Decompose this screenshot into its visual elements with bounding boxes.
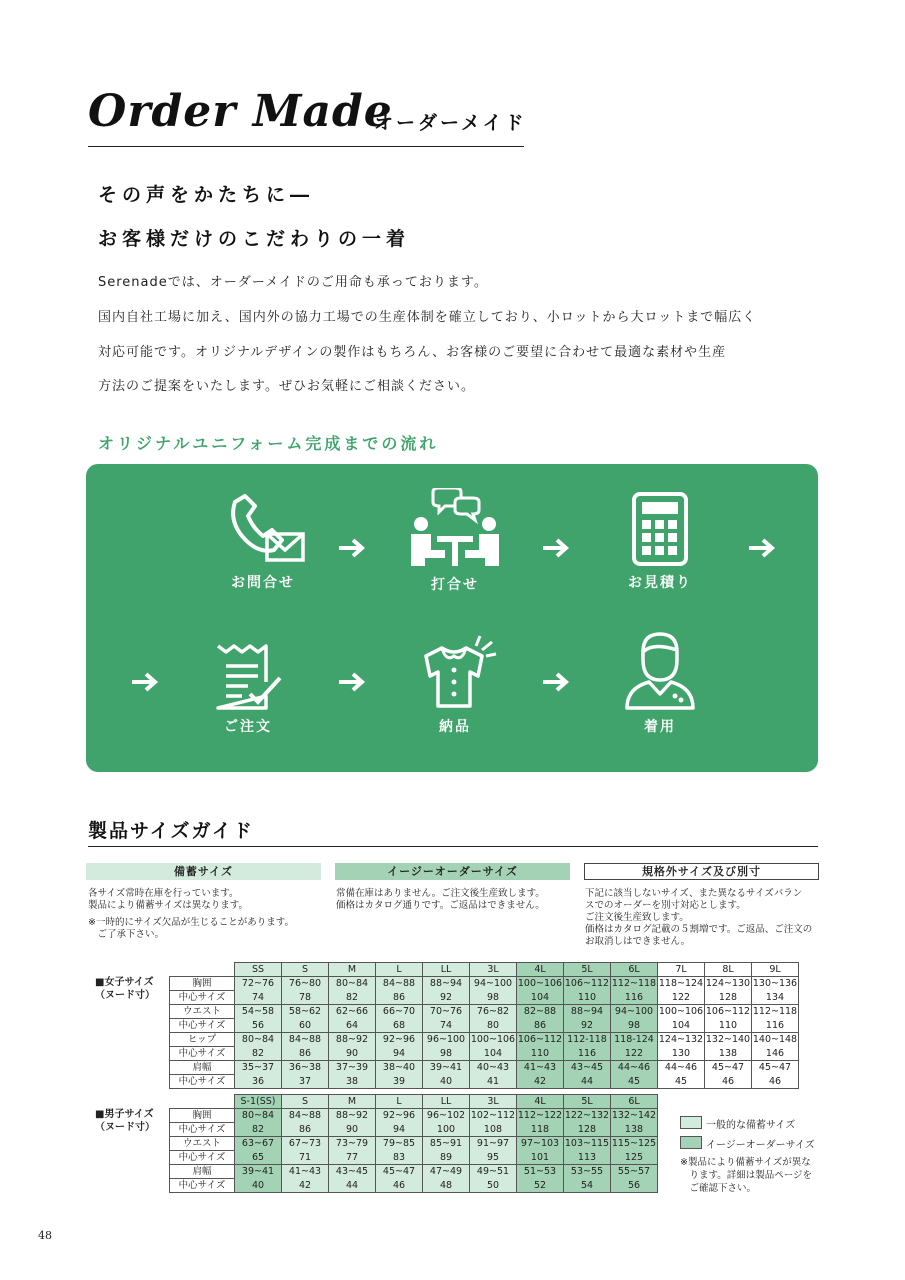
flow-step-label: 納品 — [439, 719, 471, 735]
title-rule — [88, 146, 524, 147]
center-cell: 36 — [235, 1075, 282, 1089]
range-cell: 112~122 — [517, 1110, 563, 1122]
range-cell: 118~124 — [658, 978, 704, 990]
range-cell: 54~58 — [235, 1005, 282, 1019]
intro-line: 方法のご提案をいたします。ぜひお気軽にご相談ください。 — [98, 379, 475, 394]
meeting-icon — [407, 488, 503, 568]
header-blank-cell — [170, 1095, 235, 1109]
range-cell: 102~112 — [470, 1110, 516, 1122]
range-cell: 70~76 — [423, 1005, 470, 1019]
center-cell: 98 — [423, 1047, 470, 1061]
size-center-row — [170, 1179, 658, 1193]
calculator-icon — [630, 492, 690, 566]
range-cell: 67~73 — [282, 1137, 329, 1151]
center-cell: 46 — [705, 1075, 752, 1089]
center-label: 中心サイズ — [170, 991, 235, 1005]
center-cell: 46 — [752, 1075, 799, 1089]
legend-stock-swatch — [680, 1116, 702, 1129]
range-cell: 97~103 — [517, 1137, 564, 1151]
category-special-desc — [585, 888, 812, 948]
center-cell: 92 — [564, 1019, 611, 1033]
range-cell: 124~130 — [705, 978, 751, 990]
range-cell: 53~55 — [564, 1165, 611, 1179]
range-cell: 39~41 — [235, 1165, 282, 1179]
size-range-row — [170, 1137, 658, 1151]
center-cell: 86 — [282, 1123, 329, 1137]
range-cell: 94~100 — [470, 977, 517, 991]
range-cell: 45~47 — [376, 1165, 423, 1179]
legend-note-line: ります。詳細は製品ページを — [680, 1170, 813, 1181]
page-title-ja: オーダーメイド — [374, 112, 527, 134]
size-header-cell: 7L — [658, 963, 705, 977]
range-cell: 106~112 — [705, 1006, 751, 1018]
desc-line: ご注文後生産致します。 — [585, 912, 689, 923]
wearer-icon — [623, 630, 697, 710]
center-cell: 101 — [517, 1151, 564, 1165]
size-header-cell: S — [282, 1095, 329, 1109]
size-range-row — [170, 1005, 799, 1019]
measure-label: 肩幅 — [170, 1165, 235, 1179]
size-center-row — [170, 1151, 658, 1165]
center-cell: 100 — [423, 1123, 470, 1137]
center-cell: 77 — [329, 1151, 376, 1165]
center-cell: 83 — [376, 1151, 423, 1165]
size-header-cell: 4L — [517, 1095, 564, 1109]
center-cell: 110 — [705, 1019, 752, 1033]
category-special-head: 規格外サイズ及び別寸 — [584, 863, 819, 880]
range-cell: 82~88 — [517, 1005, 564, 1019]
center-label: 中心サイズ — [170, 1123, 235, 1137]
range-cell: 140~148 — [752, 1034, 798, 1046]
size-header-cell: S — [282, 963, 329, 977]
size-center-row — [170, 1123, 658, 1137]
center-cell: 89 — [423, 1151, 470, 1165]
men-size-label-line: ■男子サイズ — [95, 1109, 154, 1120]
measure-label: 胸囲 — [170, 977, 235, 991]
women-size-label-line: ■女子サイズ — [95, 977, 154, 988]
range-cell: 122~132 — [564, 1110, 610, 1122]
size-header-cell: S-1(SS) — [235, 1095, 282, 1109]
center-label: 中心サイズ — [170, 1075, 235, 1089]
center-cell: 48 — [423, 1179, 470, 1193]
range-cell: 43~45 — [564, 1061, 611, 1075]
center-cell: 54 — [564, 1179, 611, 1193]
page-number: 48 — [38, 1229, 52, 1242]
desc-note-line: ご了承下さい。 — [88, 929, 165, 940]
center-cell: 95 — [470, 1151, 517, 1165]
arrow-right-icon — [747, 537, 777, 559]
center-cell: 98 — [611, 1019, 658, 1033]
range-cell: 85~91 — [423, 1137, 470, 1151]
center-cell: 82 — [329, 991, 376, 1005]
flow-step-label: お見積り — [628, 575, 692, 591]
center-cell: 86 — [376, 991, 423, 1005]
range-cell: 115~125 — [611, 1138, 657, 1150]
center-cell: 108 — [470, 1123, 517, 1137]
size-guide-title: 製品サイズガイド — [88, 820, 254, 842]
center-cell: 45 — [611, 1075, 658, 1089]
range-cell: 96~102 — [423, 1109, 470, 1123]
center-cell: 138 — [611, 1123, 658, 1137]
center-cell: 128 — [564, 1123, 611, 1137]
range-cell: 58~62 — [282, 1005, 329, 1019]
range-cell: 36~38 — [282, 1061, 329, 1075]
intro-line: Serenadeでは、オーダーメイドのご用命も承っております。 — [98, 275, 488, 290]
range-cell: 112-118 — [564, 1033, 611, 1047]
center-cell: 71 — [282, 1151, 329, 1165]
size-range-row — [170, 1109, 658, 1123]
women-size-label — [95, 976, 155, 1002]
arrow-right-icon — [337, 671, 367, 693]
center-cell: 56 — [611, 1179, 658, 1193]
range-cell: 112~118 — [752, 1006, 798, 1018]
range-cell: 62~66 — [329, 1005, 376, 1019]
size-header-cell: 3L — [470, 1095, 517, 1109]
legend-note-line: ご確認下さい。 — [680, 1183, 757, 1194]
order-form-icon — [212, 644, 284, 710]
center-cell: 80 — [470, 1019, 517, 1033]
arrow-right-icon — [337, 537, 367, 559]
range-cell: 66~70 — [376, 1005, 423, 1019]
size-header-row — [170, 1095, 658, 1109]
center-label: 中心サイズ — [170, 1151, 235, 1165]
center-cell: 146 — [752, 1047, 799, 1061]
range-cell: 39~41 — [423, 1061, 470, 1075]
size-header-cell: M — [329, 963, 376, 977]
range-cell: 100~106 — [658, 1006, 704, 1018]
desc-line: 価格はカタログ記載の５割増です。ご返品、ご注文の — [585, 924, 813, 935]
desc-line: 各サイズ常時在庫を行っています。 — [88, 888, 239, 899]
center-cell: 82 — [235, 1047, 282, 1061]
measure-label: ヒップ — [170, 1033, 235, 1047]
measure-label: 胸囲 — [170, 1109, 235, 1123]
range-cell: 88~92 — [329, 1109, 376, 1123]
range-cell: 44~46 — [611, 1061, 658, 1075]
range-cell: 80~84 — [329, 977, 376, 991]
range-cell: 132~140 — [705, 1034, 751, 1046]
range-cell: 118-124 — [611, 1033, 658, 1047]
range-cell: 79~85 — [376, 1137, 423, 1151]
flow-step-meeting — [385, 488, 525, 594]
desc-line: 価格はカタログ通りです。ご返品はできません。 — [336, 900, 545, 911]
range-cell: 49~51 — [470, 1165, 517, 1179]
center-cell: 38 — [329, 1075, 376, 1089]
flow-step-inquiry — [193, 490, 333, 592]
range-cell: 84~88 — [282, 1033, 329, 1047]
center-cell: 44 — [564, 1075, 611, 1089]
size-range-row — [170, 1165, 658, 1179]
range-cell: 88~94 — [564, 1005, 611, 1019]
header-blank-cell — [170, 963, 235, 977]
legend-note-line: ※製品により備蓄サイズが異な — [680, 1157, 811, 1168]
center-cell: 64 — [329, 1019, 376, 1033]
center-cell: 65 — [235, 1151, 282, 1165]
center-cell: 52 — [517, 1179, 564, 1193]
range-cell: 91~97 — [470, 1137, 517, 1151]
size-center-row — [170, 991, 799, 1005]
arrow-right-icon — [541, 671, 571, 693]
size-header-cell: 3L — [470, 963, 517, 977]
category-easy-desc — [336, 888, 545, 912]
size-center-row — [170, 1019, 799, 1033]
size-center-row — [170, 1075, 799, 1089]
range-cell: 55~57 — [611, 1165, 658, 1179]
range-cell: 37~39 — [329, 1061, 376, 1075]
center-cell: 122 — [611, 1047, 658, 1061]
center-cell: 44 — [329, 1179, 376, 1193]
range-cell: 88~92 — [329, 1033, 376, 1047]
center-cell: 92 — [423, 991, 470, 1005]
women-size-table — [169, 962, 799, 1089]
center-cell: 104 — [470, 1047, 517, 1061]
range-cell: 51~53 — [517, 1165, 564, 1179]
center-cell: 98 — [470, 991, 517, 1005]
range-cell: 45~47 — [752, 1061, 799, 1075]
center-cell: 82 — [235, 1123, 282, 1137]
center-cell: 74 — [423, 1019, 470, 1033]
range-cell: 80~84 — [235, 1033, 282, 1047]
range-cell: 84~88 — [282, 1109, 329, 1123]
size-header-cell: 9L — [752, 963, 799, 977]
men-size-label-line: （ヌード寸） — [95, 1122, 155, 1133]
range-cell: 88~94 — [423, 977, 470, 991]
flow-step-label: 打合せ — [431, 577, 479, 593]
legend-easy-swatch — [680, 1136, 702, 1149]
men-size-label — [95, 1108, 155, 1134]
category-stock-head: 備蓄サイズ — [86, 863, 321, 880]
center-cell: 68 — [376, 1019, 423, 1033]
center-cell: 104 — [517, 991, 564, 1005]
center-cell: 37 — [282, 1075, 329, 1089]
range-cell: 92~96 — [376, 1033, 423, 1047]
flow-step-estimate — [590, 492, 730, 592]
center-cell: 104 — [658, 1019, 705, 1033]
legend-stock-label: 一般的な備蓄サイズ — [706, 1120, 796, 1131]
size-range-row — [170, 1061, 799, 1075]
center-cell: 134 — [752, 991, 799, 1005]
range-cell: 41~43 — [517, 1061, 564, 1075]
size-header-cell: 4L — [517, 963, 564, 977]
range-cell: 124~132 — [658, 1034, 704, 1046]
center-cell: 113 — [564, 1151, 611, 1165]
range-cell: 130~136 — [752, 978, 798, 990]
range-cell: 73~79 — [329, 1137, 376, 1151]
blouse-icon — [410, 632, 500, 710]
center-label: 中心サイズ — [170, 1019, 235, 1033]
range-cell: 35~37 — [235, 1061, 282, 1075]
range-cell: 43~45 — [329, 1165, 376, 1179]
category-easy-head: イージーオーダーサイズ — [335, 863, 570, 880]
desc-line: 製品により備蓄サイズは異なります。 — [88, 900, 248, 911]
size-header-cell: 5L — [564, 963, 611, 977]
center-cell: 50 — [470, 1179, 517, 1193]
range-cell: 94~100 — [611, 1005, 658, 1019]
arrow-right-icon — [130, 671, 160, 693]
size-header-cell: 5L — [564, 1095, 611, 1109]
flow-panel — [86, 464, 818, 772]
center-cell: 41 — [470, 1075, 517, 1089]
size-header-cell: L — [376, 963, 423, 977]
range-cell: 96~100 — [423, 1033, 470, 1047]
range-cell: 47~49 — [423, 1165, 470, 1179]
size-range-row — [170, 977, 799, 991]
category-stock-desc — [88, 888, 294, 941]
range-cell: 44~46 — [658, 1061, 705, 1075]
center-cell: 60 — [282, 1019, 329, 1033]
men-size-table — [169, 1094, 658, 1193]
center-cell: 90 — [329, 1047, 376, 1061]
center-cell: 138 — [705, 1047, 752, 1061]
measure-label: ウエスト — [170, 1137, 235, 1151]
center-cell: 125 — [611, 1151, 658, 1165]
center-cell: 110 — [564, 991, 611, 1005]
size-header-cell: L — [376, 1095, 423, 1109]
center-cell: 56 — [235, 1019, 282, 1033]
size-header-cell: LL — [423, 963, 470, 977]
measure-label: 肩幅 — [170, 1061, 235, 1075]
center-cell: 45 — [658, 1075, 705, 1089]
center-cell: 42 — [517, 1075, 564, 1089]
center-cell: 118 — [517, 1123, 564, 1137]
size-range-row — [170, 1033, 799, 1047]
center-cell: 86 — [282, 1047, 329, 1061]
range-cell: 132~142 — [611, 1110, 657, 1122]
intro-line: 対応可能です。オリジナルデザインの製作はもちろん、お客様のご要望に合わせて最適な素材や生産 — [98, 345, 727, 360]
center-cell: 39 — [376, 1075, 423, 1089]
range-cell: 106~112 — [564, 978, 610, 990]
range-cell: 112~118 — [611, 978, 657, 990]
catch-line-1: その声をかたちに― — [98, 184, 315, 206]
legend-easy-label: イージーオーダーサイズ — [706, 1140, 815, 1151]
arrow-right-icon — [541, 537, 571, 559]
range-cell: 100~106 — [470, 1034, 516, 1046]
center-cell: 122 — [658, 991, 705, 1005]
center-cell: 78 — [282, 991, 329, 1005]
desc-line: 下記に該当しないサイズ、また異なるサイズバラン — [585, 888, 803, 899]
center-cell: 86 — [517, 1019, 564, 1033]
range-cell: 76~82 — [470, 1005, 517, 1019]
range-cell: 84~88 — [376, 977, 423, 991]
center-cell: 130 — [658, 1047, 705, 1061]
range-cell: 76~80 — [282, 977, 329, 991]
range-cell: 38~40 — [376, 1061, 423, 1075]
flow-step-label: ご注文 — [224, 719, 272, 735]
center-cell: 90 — [329, 1123, 376, 1137]
range-cell: 41~43 — [282, 1165, 329, 1179]
center-cell: 40 — [423, 1075, 470, 1089]
range-cell: 45~47 — [705, 1061, 752, 1075]
desc-line: スでのオーダーを別寸対応とします。 — [585, 900, 746, 911]
flow-step-wearing — [590, 630, 730, 736]
center-cell: 46 — [376, 1179, 423, 1193]
range-cell: 40~43 — [470, 1061, 517, 1075]
range-cell: 92~96 — [376, 1109, 423, 1123]
flow-step-delivery — [385, 632, 525, 736]
desc-note-line: ※一時的にサイズ欠品が生じることがあります。 — [88, 917, 294, 928]
women-size-label-line: （ヌード寸） — [95, 990, 155, 1001]
phone-mail-icon — [215, 490, 311, 566]
range-cell: 72~76 — [235, 977, 282, 991]
center-cell: 40 — [235, 1179, 282, 1193]
size-header-cell: SS — [235, 963, 282, 977]
center-cell: 116 — [564, 1047, 611, 1061]
range-cell: 80~84 — [235, 1109, 282, 1123]
flow-title: オリジナルユニフォーム完成までの流れ — [98, 434, 439, 453]
center-label: 中心サイズ — [170, 1047, 235, 1061]
desc-line: お取消しはできません。 — [585, 936, 691, 947]
flow-step-label: 着用 — [644, 719, 676, 735]
size-header-cell: M — [329, 1095, 376, 1109]
desc-line: 常備在庫はありません。ご注文後生産致します。 — [336, 888, 545, 899]
range-cell: 63~67 — [235, 1137, 282, 1151]
range-cell: 106~112 — [517, 1034, 563, 1046]
flow-step-label: お問合せ — [231, 575, 295, 591]
center-cell: 116 — [752, 1019, 799, 1033]
size-guide-rule — [88, 846, 818, 847]
center-label: 中心サイズ — [170, 1179, 235, 1193]
center-cell: 42 — [282, 1179, 329, 1193]
page-title: Order Made — [88, 86, 393, 137]
center-cell: 110 — [517, 1047, 564, 1061]
range-cell: 100~106 — [517, 978, 563, 990]
size-header-cell: 6L — [611, 963, 658, 977]
size-header-cell: 6L — [611, 1095, 658, 1109]
center-cell: 94 — [376, 1047, 423, 1061]
legend-note — [680, 1156, 812, 1195]
center-cell: 74 — [235, 991, 282, 1005]
size-header-cell: 8L — [705, 963, 752, 977]
flow-step-order — [178, 644, 318, 736]
size-header-cell: LL — [423, 1095, 470, 1109]
center-cell: 116 — [611, 991, 658, 1005]
catch-line-2: お客様だけのこだわりの一着 — [98, 228, 411, 250]
center-cell: 94 — [376, 1123, 423, 1137]
intro-line: 国内自社工場に加え、国内外の協力工場での生産体制を確立しており、小ロットから大ロットまで幅広く — [98, 310, 757, 325]
range-cell: 103~115 — [564, 1138, 610, 1150]
size-center-row — [170, 1047, 799, 1061]
size-header-row — [170, 963, 799, 977]
center-cell: 128 — [705, 991, 752, 1005]
measure-label: ウエスト — [170, 1005, 235, 1019]
